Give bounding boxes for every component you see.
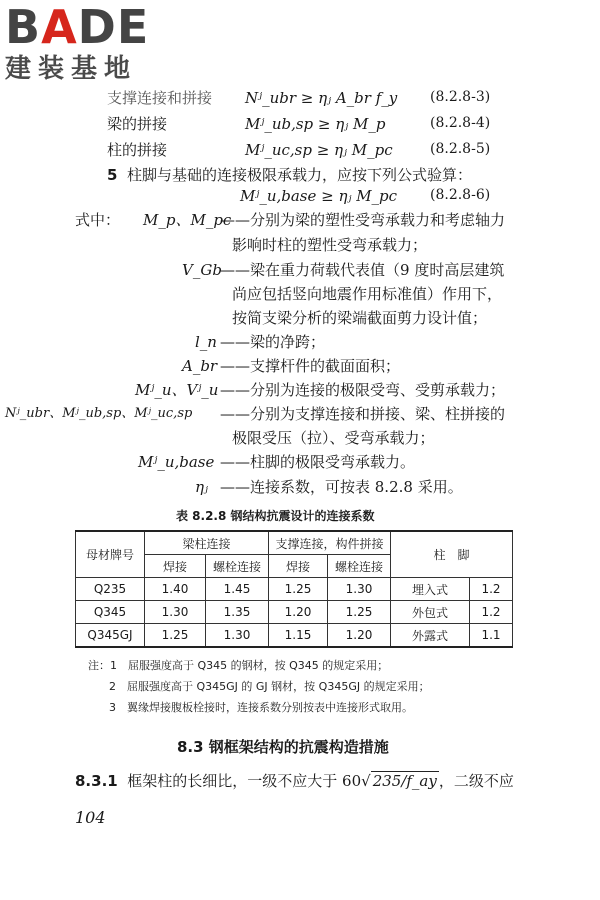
cell: 1.25 — [269, 578, 328, 601]
splice-number-2: (8.2.8-4) — [430, 115, 491, 131]
splice-label-2: 梁的拼接 — [107, 115, 168, 133]
def-line: ——连接系数，可按表 8.2.8 采用。 — [220, 478, 463, 496]
cell: 1.40 — [145, 578, 206, 601]
cell-grade: Q235 — [76, 578, 145, 601]
def-symbol: A_br — [182, 357, 218, 375]
table-note: 注：1 屈服强度高于 Q345 的钢材，按 Q345 的规定采用； — [88, 659, 389, 672]
cell: 1.35 — [206, 601, 269, 624]
bade-logo — [5, 2, 149, 84]
splice-formula-3: Mʲ_uc,sp ≥ ηⱼ M_pc — [245, 141, 393, 159]
header-bolt: 螺栓连接 — [206, 555, 269, 578]
def-line: 尚应包括竖向地震作用标准值）作用下， — [232, 285, 503, 303]
def-symbol: Nʲ_ubr、Mʲ_ub,sp、Mʲ_uc,sp — [5, 406, 193, 421]
cell: 1.45 — [206, 578, 269, 601]
page-number: 104 — [75, 808, 106, 827]
cell-grade: Q345 — [76, 601, 145, 624]
def-line: ——柱脚的极限受弯承载力。 — [220, 453, 416, 471]
item5-number: (8.2.8-6) — [430, 187, 491, 203]
splice-number-3: (8.2.8-5) — [430, 141, 491, 157]
cell-base-type: 埋入式 — [391, 578, 470, 601]
table-note: 3 翼缘焊接腹板栓接时，连接系数分别按表中连接形式取用。 — [109, 701, 413, 714]
cell-base-type: 外包式 — [391, 601, 470, 624]
logo-subtitle: 建装基地 — [5, 54, 138, 84]
cell: 1.25 — [145, 624, 206, 648]
def-line: ——分别为支撑连接和拼接、梁、柱拼接的 — [220, 405, 506, 423]
def-symbol: V_Gb — [182, 261, 222, 279]
def-symbol: Mʲ_u,base — [138, 453, 215, 471]
splice-formula-1: Nʲ_ubr ≥ ηⱼ A_br f_y — [245, 89, 398, 107]
cell: 1.1 — [470, 624, 513, 648]
item5-text: 5 柱脚与基础的连接极限承载力，应按下列公式验算： — [107, 166, 472, 184]
cell: 1.25 — [328, 601, 391, 624]
def-symbol: l_n — [195, 333, 217, 351]
splice-number-1: (8.2.8-3) — [430, 89, 491, 105]
def-symbol: Mʲ_u、Vʲ_u — [135, 381, 219, 399]
def-line: ——梁在重力荷载代表值（9 度时高层建筑 — [220, 261, 505, 279]
connection-coefficient-table — [75, 530, 513, 648]
cell: 1.30 — [206, 624, 269, 648]
cell: 1.2 — [470, 601, 513, 624]
def-line: ——梁的净跨； — [220, 333, 326, 351]
section-heading: 8.3 钢框架结构的抗震构造措施 — [177, 738, 389, 756]
cell: 1.15 — [269, 624, 328, 648]
where-label: 式中： — [75, 211, 121, 229]
def-line: ——分别为梁的塑性受弯承载力和考虑轴力 — [220, 211, 506, 229]
def-symbol: ηⱼ — [195, 478, 208, 496]
cell: 1.20 — [269, 601, 328, 624]
def-line: 极限受压（拉）、受弯承载力； — [232, 429, 435, 447]
header-brace: 支撑连接，构件拼接 — [269, 531, 391, 555]
header-weld: 焊接 — [145, 555, 206, 578]
table-row — [76, 624, 513, 648]
splice-label-1: 支撑连接和拼接 — [107, 89, 213, 107]
header-weld: 焊接 — [269, 555, 328, 578]
def-line: 按简支梁分析的梁端截面剪力设计值； — [232, 309, 488, 327]
header-bolt: 螺栓连接 — [328, 555, 391, 578]
cell: 1.2 — [470, 578, 513, 601]
cell: 1.30 — [145, 601, 206, 624]
table-row — [76, 578, 513, 601]
def-symbol: M_p、M_pc — [143, 211, 232, 229]
splice-formula-2: Mʲ_ub,sp ≥ ηⱼ M_p — [245, 115, 386, 133]
def-line: ——分别为连接的极限受弯、受剪承载力； — [220, 381, 506, 399]
clause-8-3-1: 8.3.1 框架柱的长细比，一级不应大于 60√ 235/f_ay ，二级不应 — [75, 772, 514, 790]
table-note: 2 屈服强度高于 Q345GJ 的 GJ 钢材，按 Q345GJ 的规定采用； — [109, 680, 430, 693]
logo-wordmark: BADE — [5, 0, 150, 54]
table-caption: 表 8.2.8 钢结构抗震设计的连接系数 — [176, 509, 375, 523]
table-row — [76, 601, 513, 624]
cell-grade: Q345GJ — [76, 624, 145, 648]
def-line: ——支撑杆件的截面面积； — [220, 357, 401, 375]
splice-label-3: 柱的拼接 — [107, 141, 168, 159]
cell: 1.30 — [328, 578, 391, 601]
header-grade: 母材牌号 — [76, 531, 145, 578]
header-beam-column: 梁柱连接 — [145, 531, 269, 555]
header-column-base: 柱 脚 — [391, 531, 513, 578]
item5-formula: Mʲ_u,base ≥ ηⱼ M_pc — [240, 187, 398, 205]
cell: 1.20 — [328, 624, 391, 648]
def-line: 影响时柱的塑性受弯承载力； — [232, 236, 428, 254]
cell-base-type: 外露式 — [391, 624, 470, 648]
